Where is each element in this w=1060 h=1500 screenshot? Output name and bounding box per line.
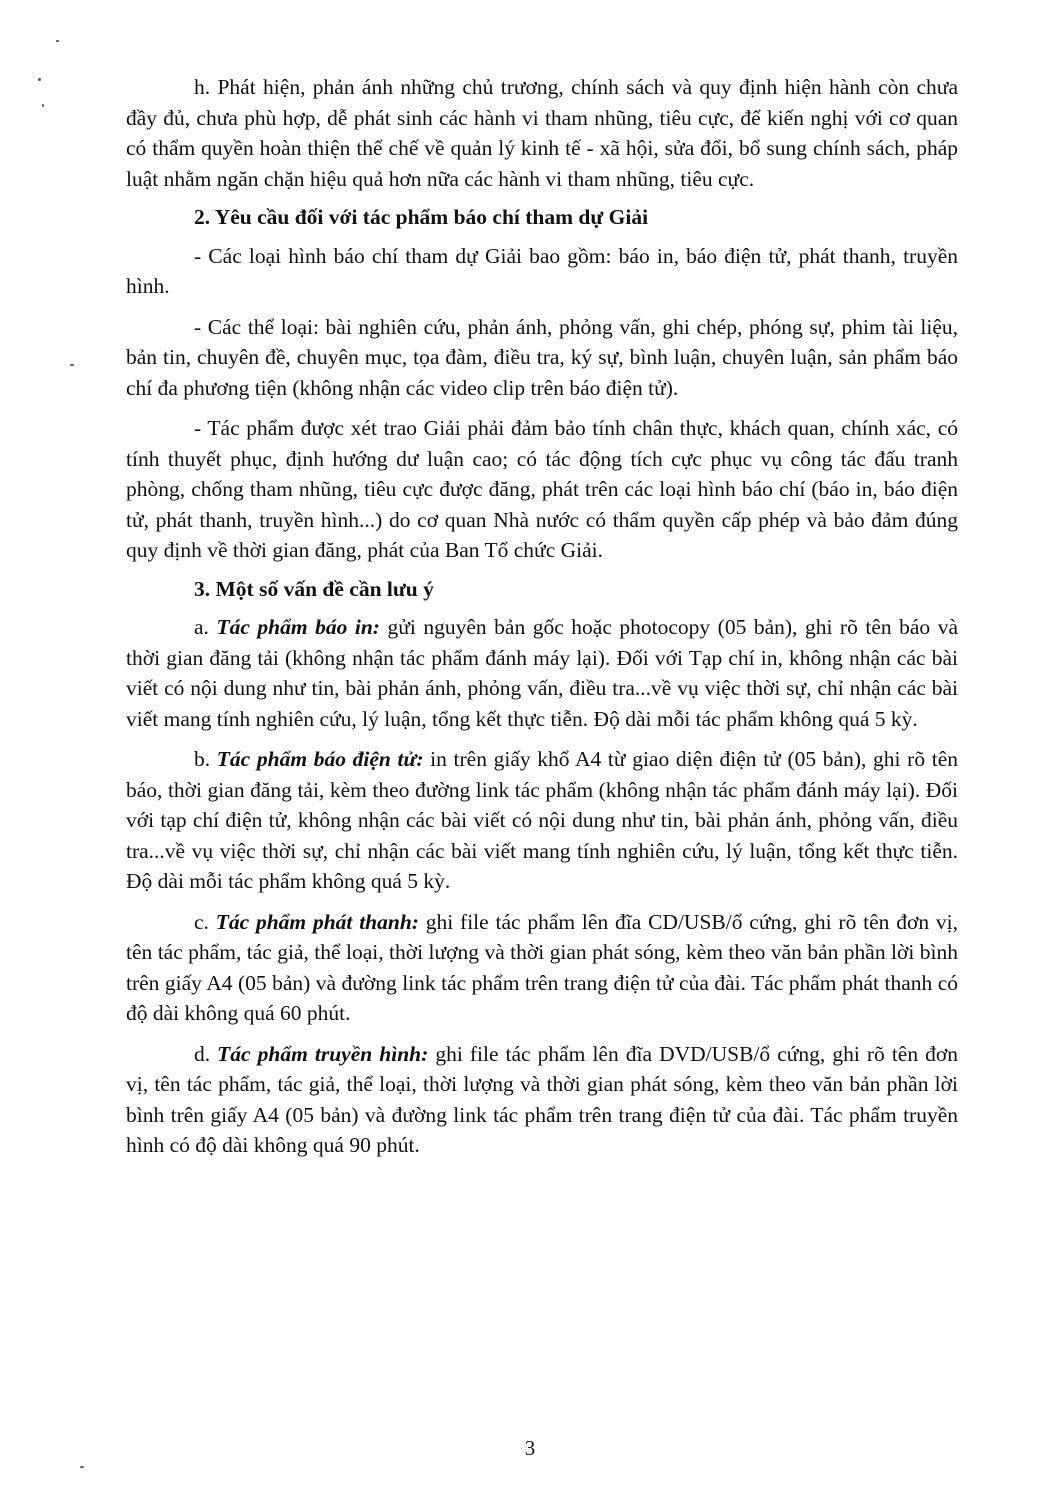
item-a-prefix: a. — [194, 615, 217, 639]
page-number: 3 — [524, 1436, 536, 1460]
section3-item-a — [126, 612, 958, 734]
section3-item-c — [126, 907, 958, 1029]
section2-heading: 2. Yêu cầu đối với tác phẩm báo chí tham dự Giải — [194, 205, 649, 229]
item-d-text: ghi file tác phẩm lên đĩa DVD/USB/ổ cứng, ghi rõ tên đơn vị, tên tác phẩm, tác giả, thể loại, thời lượng và thời gian phát sóng, kèm theo văn bản phần lời bình trên giấy A4 (05 bản) và đường link tác phẩm trên trang điện tử của đài. Tác phẩm truyền hình có độ dài không quá 90 phút. — [126, 1041, 958, 1157]
section3-item-d — [126, 1039, 958, 1161]
scan-speck — [70, 364, 74, 366]
item-c-text: ghi file tác phẩm lên đĩa CD/USB/ổ cứng, ghi rõ tên đơn vị, tên tác phẩm, tác giả, thể loại, thời lượng và thời gian phát sóng, kèm theo văn bản phần lời bình trên giấy A4 (05 bản) và đường link tác phẩm trên trang điện tử của đài. Tác phẩm phát thanh có độ dài không quá 60 phút. — [126, 909, 958, 1025]
section3-heading: 3. Một số vấn đề cần lưu ý — [194, 576, 434, 601]
section1-item-h: h. Phát hiện, phản ánh những chủ trương, chính sách và quy định hiện hành còn chưa đầy đủ, chưa phù hợp, dễ phát sinh các hành vi tham nhũng, tiêu cực, để kiến nghị với cơ quan có thẩm quyền hoàn thiện thể chế về quản lý kinh tế - xã hội, sửa đổi, bổ sung chính sách, pháp luật nhằm ngăn chặn hiệu quả hơn nữa các hành vi tham nhũng, tiêu cực. — [126, 75, 958, 191]
section2-bullet-3: - Tác phẩm được xét trao Giải phải đảm bảo tính chân thực, khách quan, chính xác, có tính thuyết phục, định hướng dư luận cao; có tác động tích cực phục vụ công tác đấu tranh phòng, chống tham nhũng, tiêu cực được đăng, phát trên các loại hình báo chí (báo in, báo điện tử, phát thanh, truyền hình...) do cơ quan Nhà nước có thẩm quyền cấp phép và bảo đảm đúng quy định về thời gian đăng, phát của Ban Tổ chức Giải. — [126, 416, 958, 562]
item-c-term: Tác phẩm phát thanh: — [215, 909, 419, 934]
item-b-text: in trên giấy khổ A4 từ giao diện điện tử (05 bản), ghi rõ tên báo, thời gian đăng tải, kèm theo đường link tác phẩm (không nhận tác phẩm đánh máy lại). Đối với tạp chí điện tử, không nhận các bài viết có nội dung như tin, bài phản ánh, phỏng vấn, điều tra...về vụ việc thời sự, chỉ nhận các bài viết mang tính nghiên cứu, lý luận, tổng kết thực tiễn. Độ dài mỗi tác phẩm không quá 5 kỳ. — [126, 747, 958, 893]
item-a-text: gửi nguyên bản gốc hoặc photocopy (05 bản), ghi rõ tên báo và thời gian đăng tải (không nhận tác phẩm đánh máy lại). Đối với Tạp chí in, không nhận các bài viết có nội dung như tin, bài phản ánh, phỏng vấn, điều tra...về vụ việc thời sự, chỉ nhận các bài viết mang tính nghiên cứu, lý luận, tổng kết thực tiễn. Độ dài mỗi tác phẩm không quá 5 kỳ. — [126, 615, 958, 731]
scan-speck — [42, 104, 44, 107]
document-page — [126, 72, 958, 1161]
section3-item-b — [126, 744, 958, 897]
section2-bullet-1: - Các loại hình báo chí tham dự Giải bao gồm: báo in, báo điện tử, phát thanh, truyền hình. — [126, 243, 958, 298]
item-b-prefix: b. — [194, 747, 217, 771]
scan-speck — [56, 40, 59, 42]
item-b-term: Tác phẩm báo điện tử: — [216, 747, 424, 771]
scan-speck — [38, 78, 41, 81]
item-d-term: Tác phẩm truyền hình: — [217, 1041, 429, 1066]
scan-speck — [80, 1466, 84, 1468]
section2-bullet-2: - Các thể loại: bài nghiên cứu, phản ánh, phỏng vấn, ghi chép, phóng sự, phim tài liệu, bản tin, chuyên đề, chuyên mục, tọa đàm, điều tra, ký sự, bình luận, chuyên luận, sản phẩm báo chí đa phương tiện (không nhận các video clip trên báo điện tử). — [126, 314, 958, 400]
item-d-prefix: d. — [194, 1041, 218, 1066]
item-c-prefix: c. — [194, 909, 216, 934]
item-a-term: Tác phẩm báo in: — [216, 615, 380, 639]
